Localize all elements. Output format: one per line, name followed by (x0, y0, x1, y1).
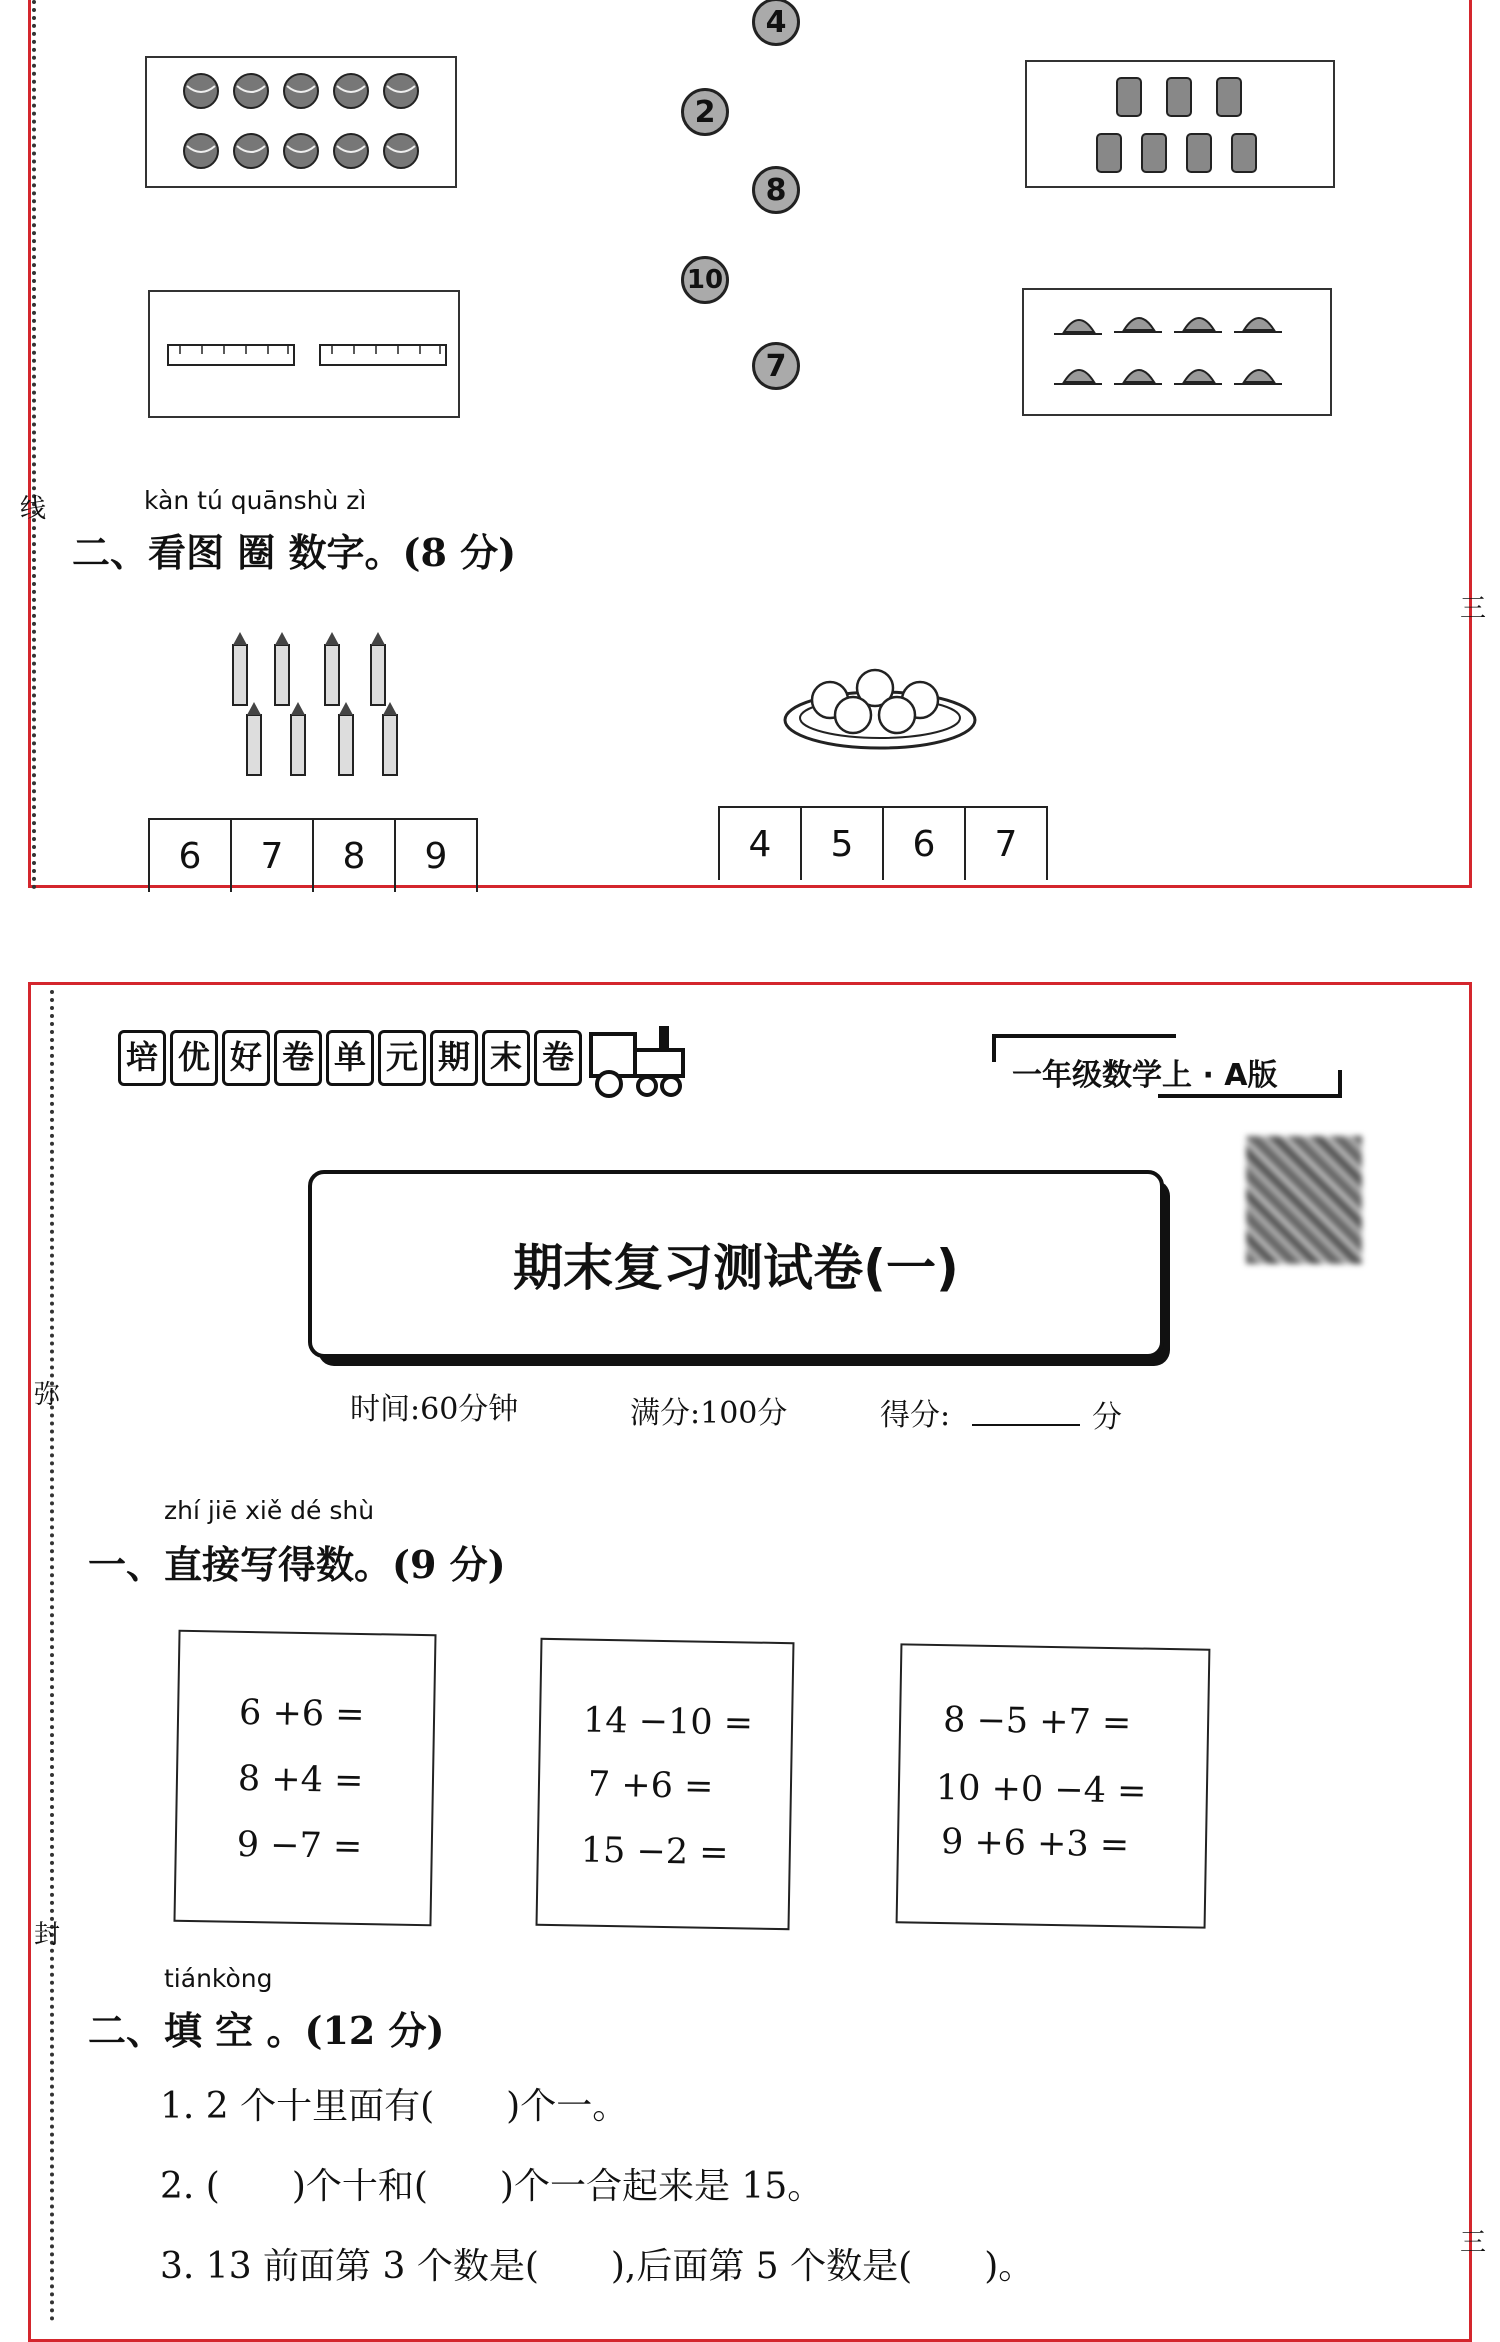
top-side-char-left: 线 (20, 494, 47, 524)
pencils-image (225, 630, 405, 780)
locomotive-icon (585, 1012, 695, 1100)
section-pinyin: kàn tú quānshù zì (144, 486, 367, 515)
full-score-info: 满分:100分 (630, 1396, 788, 1431)
problem-line: 9 −7 = (236, 1824, 363, 1868)
brand-char: 末 (482, 1030, 530, 1086)
grade-label-frame (992, 1034, 1342, 1098)
bottom-binding-line (50, 990, 54, 2322)
grid-cell[interactable]: 4 (720, 808, 802, 880)
qr-code-image (1246, 1136, 1362, 1264)
section2-heading: 二、填 空 。(12 分) (88, 2008, 445, 2053)
section1-pinyin: zhí jiē xiě dé shù (164, 1496, 375, 1525)
grade-label: 一年级数学上 · A版 (1012, 1058, 1278, 1093)
hats-image (1024, 290, 1330, 414)
number-bubble-4: 4 (752, 0, 800, 46)
fill-blank-item-2: 2. ( )个十和( )个一合起来是 15。 (160, 2166, 824, 2207)
section1-heading: 一、直接写得数。(9 分) (88, 1542, 506, 1587)
time-info: 时间:60分钟 (350, 1392, 519, 1427)
rulers-picture-box (148, 290, 460, 418)
section2-pinyin: tiánkòng (164, 1964, 273, 1993)
fill-blank-item-3: 3. 13 前面第 3 个数是( ),后面第 5 个数是( )。 (160, 2246, 1035, 2287)
bottom-side-char-right: 三 (1460, 2228, 1487, 2258)
section-heading: 二、看图 圈 数字。(8 分) (72, 530, 517, 575)
grid-cell[interactable]: 7 (994, 823, 1018, 865)
score-label: 得分: (880, 1398, 951, 1433)
problem-sheet-2 (536, 1638, 795, 1930)
side-char-mi: 弥 (34, 1380, 61, 1410)
problem-line: 9 +6 +3 = (940, 1822, 1130, 1866)
score-blank[interactable] (972, 1424, 1080, 1426)
top-binding-line (32, 0, 36, 890)
brand-train-logo (118, 1030, 582, 1086)
problem-line: 6 +6 = (238, 1692, 365, 1736)
top-side-char-right: 三 (1460, 594, 1487, 624)
grid-cell[interactable]: 7 (232, 820, 314, 892)
brand-char: 培 (118, 1030, 166, 1086)
brand-char: 卷 (274, 1030, 322, 1086)
balls-image (147, 58, 455, 186)
number-grid-right (718, 806, 1048, 880)
page-title: 期末复习测试卷(一) (513, 1239, 959, 1297)
problem-line: 15 −2 = (580, 1830, 729, 1874)
brand-char: 优 (170, 1030, 218, 1086)
problem-line: 10 +0 −4 = (935, 1767, 1147, 1812)
grid-cell[interactable]: 8 (314, 820, 396, 892)
problem-sheet-1 (173, 1630, 436, 1926)
score-unit: 分 (1092, 1400, 1122, 1435)
brand-char: 单 (326, 1030, 374, 1086)
brand-char: 卷 (534, 1030, 582, 1086)
brand-char: 元 (378, 1030, 426, 1086)
fill-blank-item-1: 1. 2 个十里面有( )个一。 (160, 2086, 629, 2127)
cups-picture-box (1025, 60, 1335, 188)
number-bubble-8: 8 (752, 166, 800, 214)
brand-char: 好 (222, 1030, 270, 1086)
number-bubble-2: 2 (681, 88, 729, 136)
side-char-feng: 封 (34, 1920, 61, 1950)
title-box (308, 1170, 1164, 1358)
problem-line: 7 +6 = (587, 1764, 714, 1807)
balls-picture-box (145, 56, 457, 188)
grid-cell[interactable]: 6 (884, 808, 966, 880)
problem-line: 8 −5 +7 = (942, 1700, 1132, 1744)
rulers-image (150, 292, 458, 416)
grid-cell[interactable]: 9 (424, 835, 448, 877)
hats-picture-box (1022, 288, 1332, 416)
number-bubble-10: 10 (681, 256, 729, 304)
number-grid-left (148, 818, 478, 892)
problem-line: 14 −10 = (582, 1700, 754, 1744)
problem-sheet-3 (896, 1643, 1211, 1928)
problem-line: 8 +4 = (237, 1758, 364, 1802)
brand-char: 期 (430, 1030, 478, 1086)
grid-cell[interactable]: 6 (150, 820, 232, 892)
number-bubble-7: 7 (752, 342, 800, 390)
cups-image (1027, 62, 1333, 186)
apples-bowl-image (775, 660, 985, 770)
grid-cell[interactable]: 5 (802, 808, 884, 880)
